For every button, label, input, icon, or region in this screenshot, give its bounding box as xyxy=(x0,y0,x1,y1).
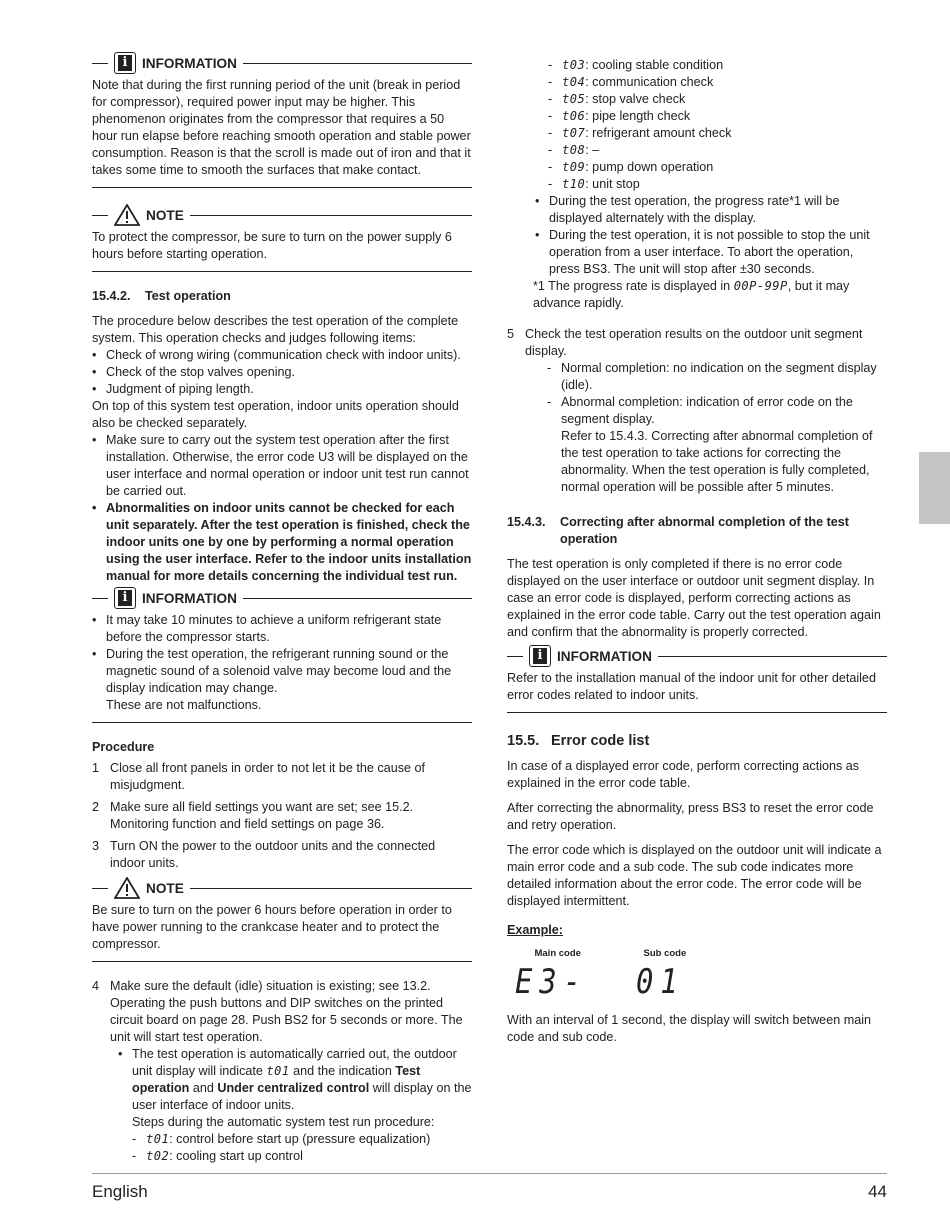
list-item: • Check of the stop valves opening. xyxy=(92,365,296,379)
procedure-step: 2 Make sure all field settings you want are set; see 15.2. Monitoring function and field settings on page 36. xyxy=(92,800,414,831)
list-item: • The test operation is automatically carried out, the outdoor unit display will indicate t01 and the indication Test operation and Under centralized control will display on the user interface of indoor units. Steps during the automatic system test run procedure: xyxy=(118,1047,472,1129)
info-text: Refer to the installation manual of the indoor unit for other detailed error codes related to indoor units. xyxy=(507,671,876,702)
note-text: Be sure to turn on the power 6 hours before operation in order to have power running to the crankcase heater and to protect the compressor. xyxy=(92,903,452,951)
list-item: - t06: pipe length check xyxy=(548,109,691,123)
info-icon: i xyxy=(114,587,136,609)
page-side-tab xyxy=(919,452,950,524)
paragraph: With an interval of 1 second, the display will switch between main code and sub code. xyxy=(507,1013,871,1044)
information-box xyxy=(92,587,472,723)
list-item: - t07: refrigerant amount check xyxy=(548,126,732,140)
list-item: - t09: pump down operation xyxy=(548,160,714,174)
note-box xyxy=(92,877,472,962)
list-item: - t04: communication check xyxy=(548,75,714,89)
example-label: Example: xyxy=(507,923,563,937)
intro-text: The procedure below describes the test operation of the complete system. This operation checks and judges following items: xyxy=(92,314,459,345)
information-box xyxy=(92,52,472,188)
paragraph: After correcting the abnormality, press BS3 to reset the error code and retry operation. xyxy=(507,801,874,832)
note-title: NOTE xyxy=(146,207,184,223)
warning-icon xyxy=(114,877,140,899)
intro-text-2: On top of this system test operation, indoor units operation should also be checked separately. xyxy=(92,399,459,430)
list-item: - t05: stop valve check xyxy=(548,92,686,106)
info-text: Note that during the first running period of the unit (break in period for compressor), required power input may be higher. This phenomenon originates from the compressor that requires a 50 hour run elapse before reaching smooth operation and stable power consumption. Reason is that the scroll is made out of iron and that it takes some time to smooth the surfaces that make contact. xyxy=(92,78,471,177)
footnote: *1 The progress rate is displayed in 00P-99P, but it may advance rapidly. xyxy=(533,279,850,310)
info-title: INFORMATION xyxy=(142,55,237,71)
footer-language: English xyxy=(92,1182,148,1201)
list-item: • Judgment of piping length. xyxy=(92,382,254,396)
list-item: - t02: cooling start up control xyxy=(132,1149,303,1163)
list-item: - t03: cooling stable condition xyxy=(548,58,724,72)
note-title: NOTE xyxy=(146,880,184,896)
list-item: • Abnormalities on indoor units cannot be checked for each unit separately. After the test operation is finished, check the indoor units one by one by performing a normal operation using the user interface. Refer to the indoor units installation manual for more details concerning the individual test run. xyxy=(92,501,472,583)
main-code-display: Main code E3- xyxy=(515,948,588,1002)
procedure-title: Procedure xyxy=(92,740,155,754)
list-item: - Abnormal completion: indication of error code on the segment display. xyxy=(547,395,853,426)
section-heading: 15.5. Error code list xyxy=(507,733,650,749)
list-item: • During the test operation, it is not possible to stop the unit operation from a user interface. To abort the operation, press BS3. The unit will stop after ±30 seconds. xyxy=(535,228,870,276)
list-item: • Make sure to carry out the system test operation after the first installation. Otherwise, the error code U3 will be displayed on the user interface and normal operation or indoor unit test run cannot be carried out. xyxy=(92,433,469,498)
right-column xyxy=(507,57,887,1046)
segment-display-example xyxy=(515,945,887,1002)
list-item: - t08: – xyxy=(548,143,600,157)
sub-code-display: Sub code 01 xyxy=(636,948,687,1002)
list-item: - t01: control before start up (pressure equalization) xyxy=(132,1132,431,1146)
procedure-step: 4 Make sure the default (idle) situation is existing; see 13.2. Operating the push buttons and DIP switches on the printed circuit board on page 28. Push BS2 for 5 seconds or more. The unit will start test operation. • The test operation is automatically carried out, the outdoor unit display will indicate t01 and the indication Test operation and Under centralized control will display on the user interface of indoor units. Steps during the automatic system test run procedure: - t01: control before start up (pressure equalization) - t02: cooling start up control xyxy=(92,979,472,1163)
info-title: INFORMATION xyxy=(142,590,237,606)
paragraph: In case of a displayed error code, perform correcting actions as explained in the error code table. xyxy=(507,759,860,790)
list-item: • During the test operation, the progress rate*1 will be displayed alternately with the display. xyxy=(535,194,840,225)
paragraph: The error code which is displayed on the outdoor unit will indicate a main error code and a sub code. The sub code indicates more detailed information about the error code. The error code will be displayed intermittent. xyxy=(507,843,882,908)
info-tail: These are not malfunctions. xyxy=(106,698,262,712)
note-box xyxy=(92,204,472,272)
procedure-step: 1 Close all front panels in order to not let it be the cause of misjudgment. xyxy=(92,761,426,792)
info-icon: i xyxy=(114,52,136,74)
list-item: - t10: unit stop xyxy=(548,177,640,191)
section-heading: 15.4.3. Correcting after abnormal completion of the test operation xyxy=(507,515,849,546)
info-title: INFORMATION xyxy=(557,648,652,664)
info-icon: i xyxy=(529,645,551,667)
list-item: • Check of wrong wiring (communication check with indoor units). xyxy=(92,348,461,362)
information-box xyxy=(507,645,887,713)
warning-icon xyxy=(114,204,140,226)
note-text: To protect the compressor, be sure to turn on the power supply 6 hours before starting operation. xyxy=(92,230,452,261)
list-item: - Normal completion: no indication on the segment display (idle). xyxy=(547,361,877,392)
footer-divider xyxy=(92,1173,887,1174)
section-heading: 15.4.2. Test operation xyxy=(92,289,231,303)
code-list xyxy=(507,57,887,193)
page-number: 44 xyxy=(868,1182,887,1201)
list-item: • It may take 10 minutes to achieve a uniform refrigerant state before the compressor starts. xyxy=(92,613,442,644)
list-item: • During the test operation, the refrigerant running sound or the magnetic sound of a solenoid valve may become loud and the display indication may change. xyxy=(92,647,452,695)
left-column xyxy=(92,52,472,1170)
procedure-step: 5 Check the test operation results on the outdoor unit segment display. - Normal completion: no indication on the segment display (idle). - Abnormal completion: indication of error code on the segment display. Refer to 15.4.3. Correcting after abnormal completion of the test operation to take actions for correcting the abnormality. When the test operation is fully completed, normal operation will be possible after 5 minutes. xyxy=(507,326,887,496)
procedure-step: 3 Turn ON the power to the outdoor units and the connected indoor units. xyxy=(92,839,436,870)
section-text: The test operation is only completed if there is no error code displayed on the user interface or outdoor unit segment display. In case an error code is displayed, perform correcting actions as explained in the error code table. Carry out the test operation again and confirm that the abnormality is properly corrected. xyxy=(507,557,881,639)
